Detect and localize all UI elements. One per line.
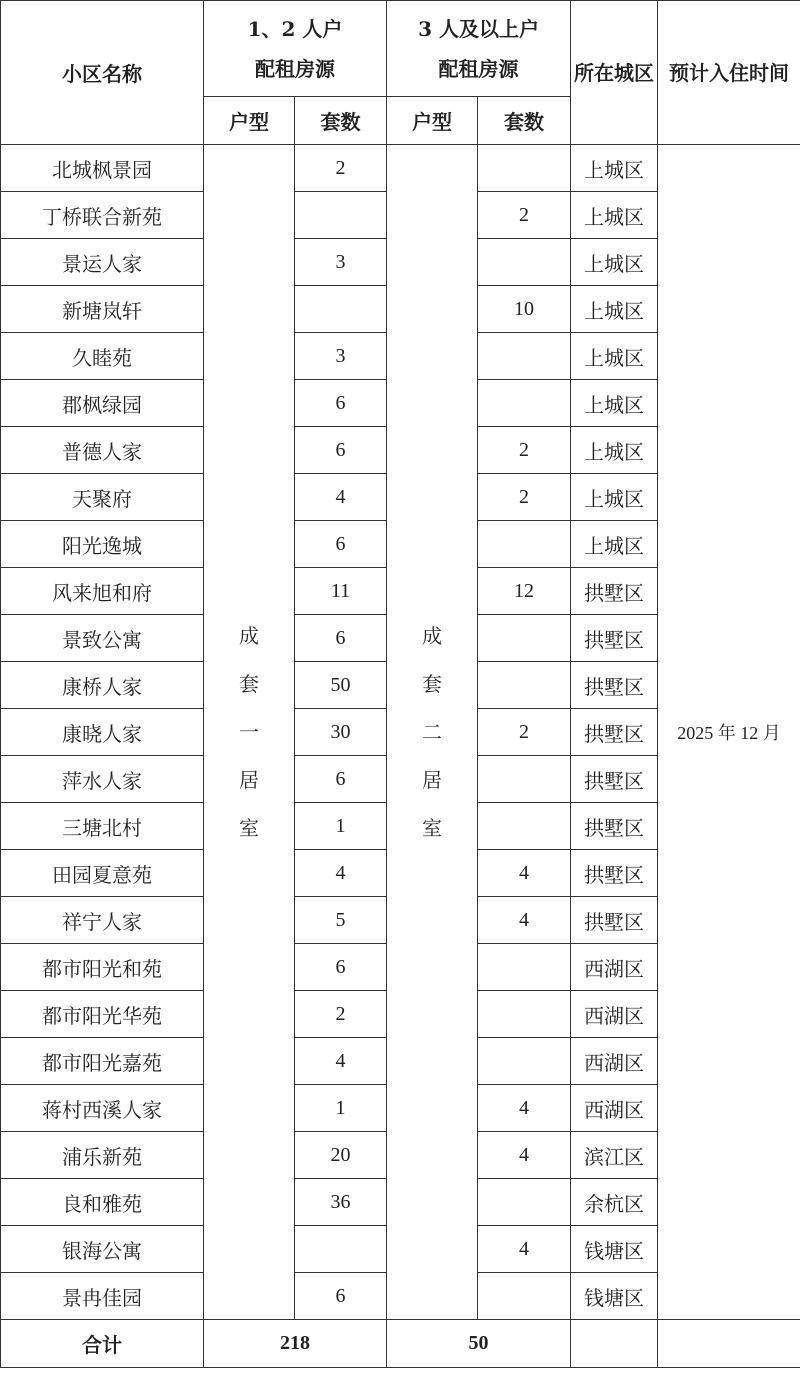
cell-estate-name: 康桥人家 <box>1 662 204 709</box>
cell-estate-name: 蒋村西溪人家 <box>1 1085 204 1132</box>
cell-count-1-2: 20 <box>295 1132 387 1179</box>
cell-estate-name: 银海公寓 <box>1 1226 204 1273</box>
col-header-type-3: 户型 <box>387 97 478 145</box>
cell-count-3 <box>478 239 571 286</box>
group3-line1: 3 人及以上户 <box>418 16 539 41</box>
col-header-count-1-2: 套数 <box>295 97 387 145</box>
cell-unit-type-2br <box>387 145 478 1320</box>
cell-district: 西湖区 <box>571 1085 658 1132</box>
unit-type-1br-char: 套 <box>239 672 259 696</box>
unit-type-2br-text <box>387 612 477 852</box>
unit-type-2br-char: 套 <box>422 672 443 696</box>
cell-estate-name: 景运人家 <box>1 239 204 286</box>
cell-count-3 <box>478 1038 571 1085</box>
col-header-group-1-2-person <box>204 1 387 97</box>
cell-estate-name: 新塘岚轩 <box>1 286 204 333</box>
cell-district: 上城区 <box>571 427 658 474</box>
cell-district: 上城区 <box>571 192 658 239</box>
cell-count-1-2: 30 <box>295 709 387 756</box>
cell-move-in-date: 2025 年 12 月 <box>658 145 800 1320</box>
cell-district: 上城区 <box>571 521 658 568</box>
unit-type-2br-char: 室 <box>422 816 443 840</box>
cell-district: 上城区 <box>571 239 658 286</box>
cell-count-3 <box>478 521 571 568</box>
cell-district: 西湖区 <box>571 991 658 1038</box>
cell-estate-name: 普德人家 <box>1 427 204 474</box>
cell-district: 拱墅区 <box>571 756 658 803</box>
total-row <box>1 1320 800 1368</box>
unit-type-1br-char: 室 <box>239 816 259 840</box>
cell-estate-name: 阳光逸城 <box>1 521 204 568</box>
cell-count-3 <box>478 145 571 192</box>
cell-count-3: 2 <box>478 192 571 239</box>
cell-count-1-2: 36 <box>295 1179 387 1226</box>
table-row <box>1 145 800 192</box>
total-1-2-person: 218 <box>204 1320 387 1368</box>
cell-district: 钱塘区 <box>571 1273 658 1320</box>
cell-district: 拱墅区 <box>571 897 658 944</box>
cell-estate-name: 北城枫景园 <box>1 145 204 192</box>
cell-estate-name: 都市阳光嘉苑 <box>1 1038 204 1085</box>
cell-district: 上城区 <box>571 286 658 333</box>
cell-district: 拱墅区 <box>571 662 658 709</box>
cell-estate-name: 康晓人家 <box>1 709 204 756</box>
cell-count-3 <box>478 333 571 380</box>
cell-count-1-2: 4 <box>295 1038 387 1085</box>
col-header-count-3: 套数 <box>478 97 571 145</box>
cell-count-1-2: 1 <box>295 1085 387 1132</box>
group12-line2: 配租房源 <box>255 56 335 81</box>
cell-count-1-2: 2 <box>295 145 387 192</box>
cell-district: 西湖区 <box>571 944 658 991</box>
cell-count-1-2: 6 <box>295 1273 387 1320</box>
cell-count-1-2: 6 <box>295 944 387 991</box>
cell-estate-name: 田园夏意苑 <box>1 850 204 897</box>
cell-district: 上城区 <box>571 145 658 192</box>
cell-district: 西湖区 <box>571 1038 658 1085</box>
unit-type-1br-char: 一 <box>239 720 259 744</box>
unit-type-2br-char: 二 <box>422 720 443 744</box>
cell-estate-name: 景冉佳园 <box>1 1273 204 1320</box>
unit-type-1br-char: 成 <box>239 624 259 648</box>
cell-estate-name: 丁桥联合新苑 <box>1 192 204 239</box>
cell-count-3: 4 <box>478 850 571 897</box>
cell-count-3 <box>478 944 571 991</box>
cell-count-3 <box>478 1179 571 1226</box>
header-row-top <box>1 1 800 97</box>
unit-type-1br-char: 居 <box>239 768 259 792</box>
total-label: 合计 <box>1 1320 204 1368</box>
cell-count-3: 12 <box>478 568 571 615</box>
cell-count-3: 4 <box>478 897 571 944</box>
cell-district: 拱墅区 <box>571 850 658 897</box>
cell-count-3: 10 <box>478 286 571 333</box>
cell-count-1-2: 6 <box>295 427 387 474</box>
cell-estate-name: 萍水人家 <box>1 756 204 803</box>
cell-count-3: 2 <box>478 427 571 474</box>
unit-type-2br-char: 成 <box>422 624 443 648</box>
cell-count-1-2: 1 <box>295 803 387 850</box>
unit-type-2br-char: 居 <box>422 768 443 792</box>
cell-estate-name: 良和雅苑 <box>1 1179 204 1226</box>
cell-count-1-2: 4 <box>295 850 387 897</box>
cell-count-1-2: 6 <box>295 521 387 568</box>
cell-district: 拱墅区 <box>571 568 658 615</box>
cell-count-3: 2 <box>478 474 571 521</box>
cell-estate-name: 郡枫绿园 <box>1 380 204 427</box>
cell-count-3: 4 <box>478 1226 571 1273</box>
cell-count-3 <box>478 662 571 709</box>
cell-unit-type-1br <box>204 145 295 1320</box>
cell-estate-name: 久睦苑 <box>1 333 204 380</box>
cell-count-1-2 <box>295 286 387 333</box>
cell-count-3 <box>478 1273 571 1320</box>
col-header-name: 小区名称 <box>1 1 204 145</box>
cell-count-3 <box>478 803 571 850</box>
cell-count-1-2: 11 <box>295 568 387 615</box>
cell-count-1-2: 5 <box>295 897 387 944</box>
cell-district: 上城区 <box>571 380 658 427</box>
cell-district: 拱墅区 <box>571 803 658 850</box>
col-header-district: 所在城区 <box>571 1 658 145</box>
group3-line2: 配租房源 <box>438 56 519 81</box>
cell-count-1-2: 3 <box>295 239 387 286</box>
cell-estate-name: 三塘北村 <box>1 803 204 850</box>
cell-district: 拱墅区 <box>571 709 658 756</box>
cell-district: 上城区 <box>571 474 658 521</box>
cell-count-3 <box>478 756 571 803</box>
cell-count-1-2: 6 <box>295 615 387 662</box>
cell-count-3 <box>478 991 571 1038</box>
cell-district: 滨江区 <box>571 1132 658 1179</box>
cell-estate-name: 景致公寓 <box>1 615 204 662</box>
cell-count-1-2 <box>295 192 387 239</box>
col-header-type-1-2: 户型 <box>204 97 295 145</box>
col-header-move-in: 预计入住时间 <box>658 1 800 145</box>
cell-district: 上城区 <box>571 333 658 380</box>
total-3-plus-person: 50 <box>387 1320 571 1368</box>
col-header-group-3-plus-person <box>387 1 571 97</box>
cell-district: 拱墅区 <box>571 615 658 662</box>
cell-district: 钱塘区 <box>571 1226 658 1273</box>
cell-estate-name: 浦乐新苑 <box>1 1132 204 1179</box>
cell-count-1-2: 3 <box>295 333 387 380</box>
cell-count-1-2: 50 <box>295 662 387 709</box>
cell-estate-name: 祥宁人家 <box>1 897 204 944</box>
cell-count-1-2: 6 <box>295 380 387 427</box>
cell-count-3 <box>478 615 571 662</box>
cell-count-3: 4 <box>478 1132 571 1179</box>
cell-count-3 <box>478 380 571 427</box>
unit-type-1br-text <box>204 612 294 852</box>
cell-district: 余杭区 <box>571 1179 658 1226</box>
total-date-empty <box>658 1320 800 1368</box>
cell-count-1-2: 2 <box>295 991 387 1038</box>
group12-line1: 1、2 人户 <box>247 16 343 41</box>
total-district-empty <box>571 1320 658 1368</box>
cell-count-3: 4 <box>478 1085 571 1132</box>
cell-count-1-2: 4 <box>295 474 387 521</box>
cell-count-1-2 <box>295 1226 387 1273</box>
cell-estate-name: 天聚府 <box>1 474 204 521</box>
cell-count-1-2: 6 <box>295 756 387 803</box>
cell-estate-name: 风来旭和府 <box>1 568 204 615</box>
cell-count-3: 2 <box>478 709 571 756</box>
cell-estate-name: 都市阳光华苑 <box>1 991 204 1038</box>
cell-estate-name: 都市阳光和苑 <box>1 944 204 991</box>
